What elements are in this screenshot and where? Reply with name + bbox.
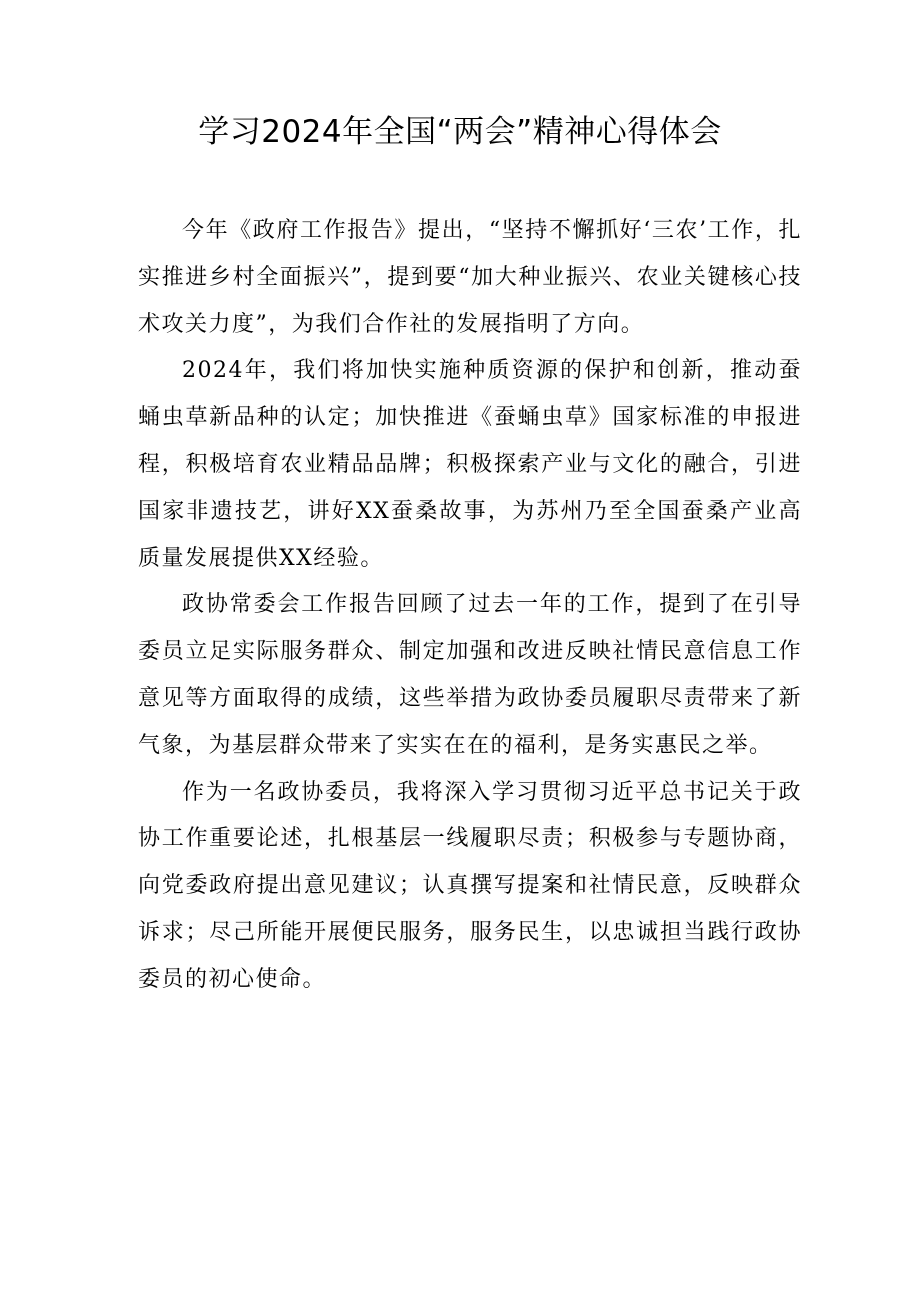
document-title: 学习2024年全国“两会”精神心得体会 [198,114,722,150]
document-body [138,208,802,1004]
paragraph-1: 今年《政府工作报告》提出，“坚持不懈抓好‘三农’工作，扎实推进乡村全面振兴”，提到要“加大种业振兴、农业关键核心技术攻关力度”，为我们合作社的发展指明了方向。 [138,218,802,337]
paragraph-3: 政协常委会工作报告回顾了过去一年的工作，提到了在引导委员立足实际服务群众、制定加强和改进反映社情民意信息工作意见等方面取得的成绩，这些举措为政协委员履职尽责带来了新气象，为基层群众带来了实实在在的福利，是务实惠民之举。 [138,592,802,758]
paragraph-2: 2024年，我们将加快实施种质资源的保护和创新，推动蚕蛹虫草新品种的认定；加快推进《蚕蛹虫草》国家标准的申报进程，积极培育农业精品品牌；积极探索产业与文化的融合，引进国家非遗技艺，讲好XX蚕桑故事，为苏州乃至全国蚕桑产业高质量发展提供XX经验。 [138,358,802,571]
paragraph-4: 作为一名政协委员，我将深入学习贯彻习近平总书记关于政协工作重要论述，扎根基层一线履职尽责；积极参与专题协商，向党委政府提出意见建议；认真撰写提案和社情民意，反映群众诉求；尽己所能开展便民服务，服务民生，以忠诚担当践行政协委员的初心使命。 [138,779,802,992]
